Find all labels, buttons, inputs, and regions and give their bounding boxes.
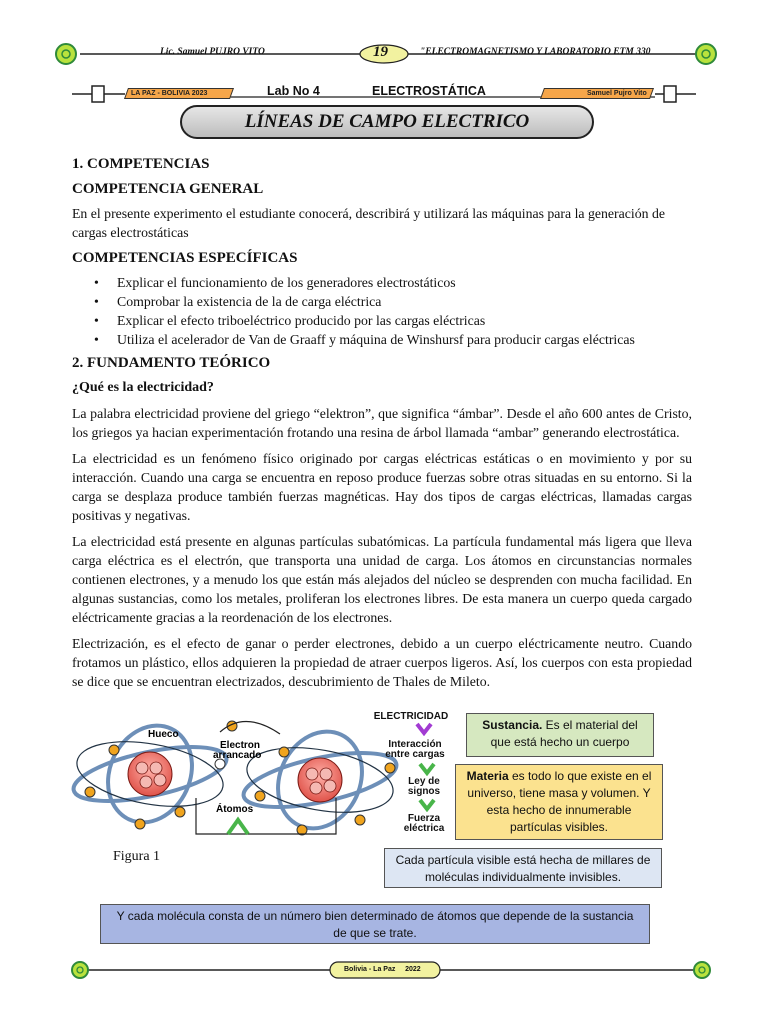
list-item: • Utiliza el acelerador de Van de Graaff y máquina de Winshursf para producir cargas eléctricas — [72, 330, 692, 349]
competencias-especificas-title: COMPETENCIAS ESPECÍFICAS — [72, 250, 298, 266]
chain-arrow-2-icon — [418, 762, 436, 776]
chain-ley: Ley de signos — [407, 776, 441, 797]
chain-arrow-3-icon — [418, 798, 436, 812]
page-title: LÍNEAS DE CAMPO ELECTRICO — [180, 105, 594, 139]
label-atomos: Átomos — [216, 804, 254, 815]
specific-list — [72, 273, 692, 349]
atom-right-icon — [239, 718, 401, 842]
footer-tag: Bolivia - La Paz 2022 — [344, 966, 421, 973]
page-number: 19 — [373, 44, 388, 60]
sustancia-term: Sustancia. — [482, 718, 543, 732]
footer-left-scroll-icon — [72, 962, 88, 978]
section-competencias-title: 1. COMPETENCIAS — [72, 156, 210, 172]
lab-number: Lab No 4 — [267, 84, 320, 98]
materia-term: Materia — [466, 769, 509, 783]
molecula-box — [100, 904, 650, 944]
chain-electricidad: ELECTRICIDAD — [373, 711, 449, 722]
left-location-tag: LA PAZ - BOLIVIA 2023 — [124, 88, 234, 99]
header-author: Lic. Samuel PUJRO VITO — [160, 47, 265, 57]
fundamento-title: 2. FUNDAMENTO TEÓRICO — [72, 355, 271, 371]
sustancia-box — [466, 713, 654, 757]
lab-topic: ELECTROSTÁTICA — [372, 84, 486, 98]
main-content — [72, 156, 692, 691]
up-arrow-icon — [228, 820, 248, 834]
paragraph: La palabra electricidad proviene del griego “elektron”, que significa “ámbar”. Desde el año 600 antes de Cristo, los griegos ya hacian experimentación frotando una resina de árbol llamada “ambar” generando electrostática. — [72, 406, 692, 440]
particula-text: Cada partícula visible está hecha de millares de moléculas individualmente invisibles. — [395, 853, 651, 884]
chain-arrow-1-icon — [415, 722, 433, 736]
right-author-tag: Samuel Pujro Vito — [540, 88, 654, 99]
paragraph: La electricidad está presente en algunas partículas subatómicas. La partícula fundamental más ligera que lleva carga eléctrica es el electrón, que transporta una unidad de carga. Los átomos en circunstancias normales contienen electrones, y a menudo los que están más alejados del núcleo se desprenden con mucha facilidad. En algunas sustancias, como los metales, proliferan los electrones libres. De esta manera un cuerpo queda cargado eléctricamente gracias a la reordenación de los electrones. — [72, 534, 692, 625]
label-hueco: Hueco — [148, 729, 179, 740]
sustancia-def: Es el material del que está hecho un cuerpo — [490, 718, 638, 749]
header-ornament — [0, 0, 768, 72]
right-scroll-icon — [696, 44, 716, 64]
particula-box — [384, 848, 662, 888]
list-item: • Explicar el efecto triboeléctrico producido por las cargas eléctricas — [72, 311, 692, 330]
atoms-figure — [70, 712, 450, 842]
competencia-general-title: COMPETENCIA GENERAL — [72, 181, 264, 197]
materia-def: es todo lo que existe en el universo, tiene masa y volumen. Y esta hecho de innumerable partículas visibles. — [467, 769, 652, 834]
label-electron-line1: Electron — [220, 740, 261, 751]
figure-caption: Figura 1 — [113, 849, 161, 864]
label-electron-line2: arrancado — [213, 750, 262, 761]
materia-box — [455, 764, 663, 840]
paragraph: Electrización, es el efecto de ganar o perder electrones, debido a un cuerpo eléctricamente neutro. Cuando frotamos un plástico, ellos adquieren la propiedad de atraer cuerpos ligeros. Así, los cuerpos con esta propiedad se dice que se encuentran electrizados, descubrimiento de Thales de Mileto. — [72, 636, 692, 689]
header-course: "ELECTROMAGNETISMO Y LABORATORIO ETM 330 — [420, 47, 651, 57]
list-item: • Explicar el funcionamiento de los generadores electrostáticos — [72, 273, 692, 292]
paragraph: La electricidad es un fenómeno físico originado por cargas eléctricas estáticas o en movimiento y por su interacción. Cuando una carga se encuentra en reposo produce fuerzas sobre otras situadas en su entorno. Si la carga se desplaza produce también fuerzas magnéticas. Hay dos tipos de cargas eléctricas, llamadas cargas positivas y negativas. — [72, 451, 692, 523]
competencia-general-text: En el presente experimento el estudiante conocerá, describirá y utilizará las máquinas para la generación de cargas electrostáticas — [72, 206, 665, 240]
list-item: • Comprobar la existencia de la de carga eléctrica — [72, 292, 692, 311]
footer-right-scroll-icon — [694, 962, 710, 978]
question-heading: ¿Qué es la electricidad? — [72, 380, 214, 395]
chain-fuerza: Fuerza eléctrica — [403, 813, 445, 834]
left-scroll-icon — [56, 44, 76, 64]
chain-interaccion: Interacción entre cargas — [385, 739, 445, 760]
molecula-text: Y cada molécula consta de un número bien determinado de átomos que depende de la sustancia de que se trate. — [116, 909, 634, 940]
